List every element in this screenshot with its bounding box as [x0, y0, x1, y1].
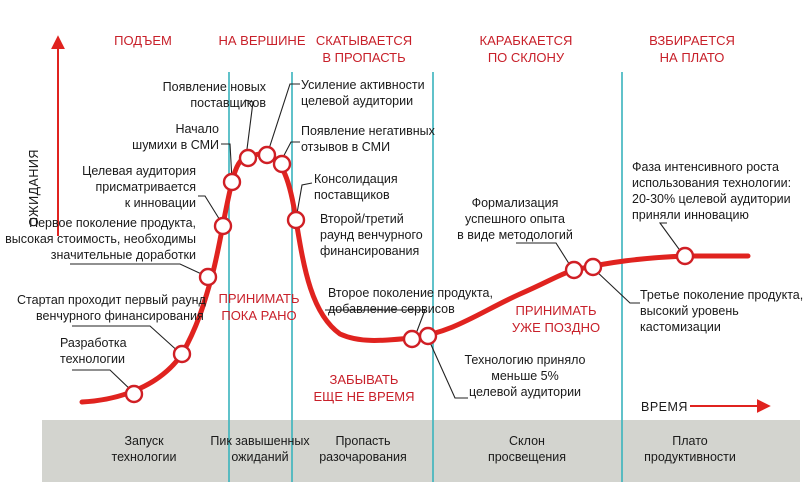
annotation-celevaya: [82, 164, 196, 210]
marker-menshe5: [420, 328, 436, 344]
annotation-negativ: [301, 124, 436, 154]
marker-negativ: [274, 156, 290, 172]
annotation-vtoroy-line-3: финансирования: [320, 244, 420, 258]
annotation-startap: [17, 293, 206, 323]
stage-3-line-1: Пропасть: [335, 434, 391, 448]
phase-plateau: [649, 33, 735, 65]
phase-slide-line-2: В ПРОПАСТЬ: [322, 50, 406, 65]
annotation-menshe5: [465, 353, 586, 399]
advice-not-forget-line-2: ЕЩЕ НЕ ВРЕМЯ: [313, 389, 415, 404]
phase-climb-line-2: ПО СКЛОНУ: [487, 50, 565, 65]
marker-vtoroe: [404, 331, 420, 347]
annotation-celevaya-line-1: Целевая аудитория: [82, 164, 196, 178]
annotation-menshe5-line-2: меньше 5%: [491, 369, 559, 383]
marker-razrabotka: [126, 386, 142, 402]
phase-peak: [218, 33, 305, 48]
advice-too-early-line-2: ПОКА РАНО: [221, 308, 297, 323]
annotation-menshe5-line-1: Технологию приняло: [464, 353, 586, 367]
marker-startap: [174, 346, 190, 362]
stage-1-line-2: технологии: [111, 450, 177, 464]
phase-slide-line-1: СКАТЫВАЕТСЯ: [315, 33, 413, 48]
advice-too-early-line-1: ПРИНИМАТЬ: [218, 291, 300, 306]
marker-tretye: [585, 259, 601, 275]
phase-climb-line-1: КАРАБКАЕТСЯ: [479, 33, 573, 48]
annotation-startap-line-1: Стартап проходит первый раунд: [17, 293, 206, 307]
advice-not-forget: [313, 372, 414, 404]
annotation-vtoroe-pokolenie: [328, 286, 493, 316]
annotation-razrabotka-line-1: Разработка: [60, 336, 127, 350]
annotation-faza: [632, 160, 791, 222]
annotation-pervoe: [5, 216, 196, 262]
phase-plateau-line-2: НА ПЛАТО: [659, 50, 725, 65]
annotation-formalizaciya: [457, 196, 573, 242]
annotation-faza-line-4: приняли инновацию: [632, 208, 749, 222]
annotation-usilenie-line-2: целевой аудитории: [301, 94, 414, 108]
annotation-poyavlenie-novyh: [163, 80, 267, 110]
advice-too-late-line-2: УЖЕ ПОЗДНО: [511, 320, 601, 335]
advice-too-late: [512, 303, 600, 335]
leader-razrabotka: [72, 370, 134, 393]
marker-poyavlenie: [240, 150, 256, 166]
y-axis-label: ОЖИДАНИЯ: [27, 149, 41, 227]
annotation-nachalo-line-2: шумихи в СМИ: [132, 138, 219, 152]
annotation-usilenie-line-1: Усиление активности: [301, 78, 425, 92]
annotation-tretye-line-1: Третье поколение продукта,: [640, 288, 804, 302]
marker-konsolidaciya: [288, 212, 304, 228]
annotation-celevaya-line-2: присматривается: [95, 180, 196, 194]
annotation-poyavlenie-line-2: поставщиков: [190, 96, 266, 110]
leader-pervoe: [70, 264, 208, 277]
annotation-pervoe-line-2: высокая стоимость, необходимы: [5, 232, 196, 246]
leader-formalizaciya: [516, 243, 573, 270]
marker-nachalo: [224, 174, 240, 190]
stage-2-line-1: Пик завышенных: [210, 434, 310, 448]
annotation-konsolidaciya-line-1: Консолидация: [314, 172, 398, 186]
annotation-usilenie: [301, 78, 425, 108]
annotation-faza-line-2: использования технологии:: [632, 176, 792, 190]
annotation-tretye: [640, 288, 803, 334]
advice-too-late-line-1: ПРИНИМАТЬ: [515, 303, 597, 318]
annotation-faza-line-1: Фаза интенсивного роста: [632, 160, 779, 174]
annotation-tretye-line-2: высокий уровень: [640, 304, 739, 318]
annotation-vtoroe-line-2: добавление сервисов: [328, 302, 455, 316]
leader-menshe5: [428, 338, 468, 398]
annotation-nachalo: [132, 122, 219, 152]
phase-rise: [114, 33, 172, 48]
annotation-formalizaciya-line-3: в виде методологий: [457, 228, 573, 242]
stage-1-line-1: Запуск: [124, 434, 164, 448]
annotation-menshe5-line-3: целевой аудитории: [468, 385, 582, 399]
advice-not-forget-line-1: ЗАБЫВАТЬ: [329, 372, 399, 387]
annotation-nachalo-line-1: Начало: [175, 122, 219, 136]
annotation-startap-line-2: венчурного финансирования: [36, 309, 204, 323]
annotation-negativ-line-1: Появление негативных: [301, 124, 435, 138]
curve-markers: [126, 147, 693, 402]
stage-4-line-1: Склон: [509, 434, 545, 448]
phase-peak-line: НА ВЕРШИНЕ: [218, 33, 306, 48]
annotation-pervoe-line-1: Первое поколение продукта,: [29, 216, 196, 230]
leader-usilenie: [267, 84, 300, 155]
marker-celevaya: [215, 218, 231, 234]
stage-4-line-2: просвещения: [487, 450, 567, 464]
annotation-vtoroe-line-1: Второе поколение продукта,: [328, 286, 493, 300]
marker-faza: [677, 248, 693, 264]
stage-3-line-2: разочарования: [319, 450, 407, 464]
phase-climb: [480, 33, 573, 65]
phase-slide: [316, 33, 412, 65]
stage-5-line-1: Плато: [672, 434, 708, 448]
stage-5-line-2: продуктивности: [644, 450, 736, 464]
annotation-poyavlenie-line-1: Появление новых: [162, 80, 266, 94]
annotation-razrabotka: [60, 336, 127, 366]
annotation-razrabotka-line-2: технологии: [60, 352, 126, 366]
marker-usilenie: [259, 147, 275, 163]
phase-rise-line: ПОДЪЕМ: [114, 33, 172, 48]
annotation-formalizaciya-line-1: Формализация: [471, 196, 559, 210]
marker-pervoe: [200, 269, 216, 285]
advice-too-early: [218, 291, 299, 323]
annotation-konsolidaciya: [314, 172, 398, 202]
annotation-vtoroy-line-1: Второй/третий: [320, 212, 404, 226]
phase-plateau-line-1: ВЗБИРАЕТСЯ: [649, 33, 735, 48]
annotation-tretye-line-3: кастомизации: [640, 320, 721, 334]
annotation-formalizaciya-line-2: успешного опыта: [465, 212, 565, 226]
x-axis-label: ВРЕМЯ: [641, 400, 688, 414]
annotation-pervoe-line-3: значительные доработки: [50, 248, 196, 262]
annotation-faza-line-3: 20-30% целевой аудитории: [632, 192, 791, 206]
marker-formalizaciya: [566, 262, 582, 278]
annotation-vtoroy-raund: [320, 212, 423, 258]
stage-2-line-2: ожиданий: [231, 450, 289, 464]
annotation-celevaya-line-3: к инновации: [124, 196, 196, 210]
annotation-konsolidaciya-line-2: поставщиков: [314, 188, 390, 202]
annotation-negativ-line-2: отзывов в СМИ: [301, 140, 391, 154]
leader-tretye: [595, 270, 640, 303]
annotation-vtoroy-line-2: раунд венчурного: [320, 228, 423, 242]
